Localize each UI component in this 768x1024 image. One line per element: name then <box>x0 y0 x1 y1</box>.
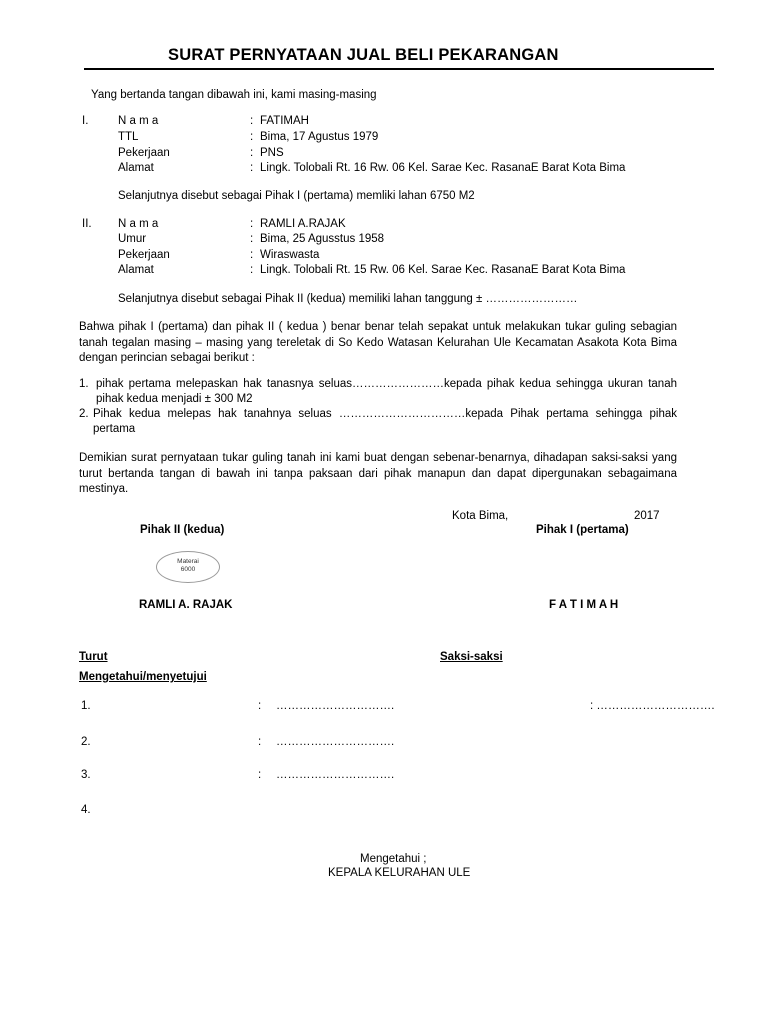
party2-age-label: Umur <box>118 233 147 245</box>
footer-kepala-kelurahan: KEPALA KELURAHAN ULE <box>328 867 471 879</box>
party2-age-value: Bima, 25 Agusstus 1958 <box>260 233 385 245</box>
footer-mengetahui: Mengetahui ; <box>360 853 427 865</box>
party2-name-label: N a m a <box>118 218 159 230</box>
saksi-heading: Saksi-saksi <box>440 651 503 663</box>
party2-job-value: Wiraswasta <box>260 249 320 261</box>
party2-job-colon: : <box>250 249 254 261</box>
witness-1-number: 1. <box>81 700 91 712</box>
party2-name-colon: : <box>250 218 254 230</box>
party1-address-label: Alamat <box>118 162 154 174</box>
witness-2-dots: …………………………. <box>276 736 395 748</box>
materai-stamp <box>156 551 220 583</box>
closing-paragraph: Demikian surat pernyataan tukar guling tanah ini kami buat dengan sebenar-benarnya, dihadapan saksi-saksi yang turut bertanda tangan di bawah ini tanpa paksaan dari pihak manapun dan dapat dipergunakan sebagaimana mestinya. <box>79 452 677 495</box>
stamp-line2: 6000 <box>180 566 196 573</box>
item-2-text: Pihak kedua melepas hak tanahnya seluas ……………………………kepada Pihak pertama sehingga pihak pertama <box>93 408 677 435</box>
stamp-line1: Materai <box>177 558 199 565</box>
party1-job-value: PNS <box>260 147 284 159</box>
party1-job-colon: : <box>250 147 254 159</box>
item-1-number: 1. <box>79 378 89 390</box>
year-label: 2017 <box>634 510 660 522</box>
party1-roman: I. <box>82 115 89 127</box>
item-1-text: pihak pertama melepaskan hak tanasnya seluas……………………kepada pihak kedua sehingga ukuran tanah pihak kedua menjadi ± 300 M2 <box>96 378 677 405</box>
party1-job-label: Pekerjaan <box>118 147 170 159</box>
witness-3-dots: …………………………. <box>276 769 395 781</box>
party1-name-value: FATIMAH <box>260 115 309 127</box>
party2-note: Selanjutnya disebut sebagai Pihak II (kedua) memiliki lahan tanggung ± …………………… <box>118 293 578 305</box>
witness-4-number: 4. <box>81 804 91 816</box>
party2-address-label: Alamat <box>118 264 154 276</box>
intro-text: Yang bertanda tangan dibawah ini, kami masing-masing <box>91 89 377 101</box>
witness-2-number: 2. <box>81 736 91 748</box>
party1-note: Selanjutnya disebut sebagai Pihak I (pertama) memliki lahan 6750 M2 <box>118 190 475 202</box>
party2-name-value: RAMLI A.RAJAK <box>260 218 346 230</box>
witness-3-number: 3. <box>81 769 91 781</box>
document-title: SURAT PERNYATAAN JUAL BELI PEKARANGAN <box>168 46 559 64</box>
turut-heading: Turut <box>79 651 108 663</box>
party1-ttl-value: Bima, 17 Agustus 1979 <box>260 131 379 143</box>
sign-left-title: Pihak II (kedua) <box>140 524 225 536</box>
witness-1-right: : …………………………. <box>590 700 715 712</box>
party2-age-colon: : <box>250 233 254 245</box>
party1-address-colon: : <box>250 162 254 174</box>
mengetahui-heading: Mengetahui/menyetujui <box>79 671 207 683</box>
party1-name-colon: : <box>250 115 254 127</box>
witness-3-colon: : <box>258 769 262 781</box>
witness-1-dots: …………………………. <box>276 700 395 712</box>
party2-roman: II. <box>82 218 92 230</box>
party1-ttl-label: TTL <box>118 131 139 143</box>
place-label: Kota Bima, <box>452 510 509 522</box>
party1-ttl-colon: : <box>250 131 254 143</box>
party2-address-value: Lingk. Tolobali Rt. 15 Rw. 06 Kel. Sarae Kec. RasanaE Barat Kota Bima <box>260 264 626 276</box>
party2-address-colon: : <box>250 264 254 276</box>
agreement-paragraph: Bahwa pihak I (pertama) dan pihak II ( kedua ) benar benar telah sepakat untuk melakukan tukar guling sebagian tanah tegalan masing – masing yang tereletak di So Kedo Watasan Kelurahan Ule Kecamatan Asakota Kota Bima dengan perincian sebagai berikut : <box>79 321 677 364</box>
party1-address-value: Lingk. Tolobali Rt. 16 Rw. 06 Kel. Sarae Kec. RasanaE Barat Kota Bima <box>260 162 626 174</box>
sign-left-name: RAMLI A. RAJAK <box>139 599 233 611</box>
witness-1-colon: : <box>258 700 262 712</box>
witness-2-colon: : <box>258 736 262 748</box>
item-2-number: 2. <box>79 408 89 420</box>
sign-right-title: Pihak I (pertama) <box>536 524 629 536</box>
sign-right-name: F A T I M A H <box>549 599 619 611</box>
party1-name-label: N a m a <box>118 115 159 127</box>
title-underline <box>84 68 714 70</box>
party2-job-label: Pekerjaan <box>118 249 170 261</box>
